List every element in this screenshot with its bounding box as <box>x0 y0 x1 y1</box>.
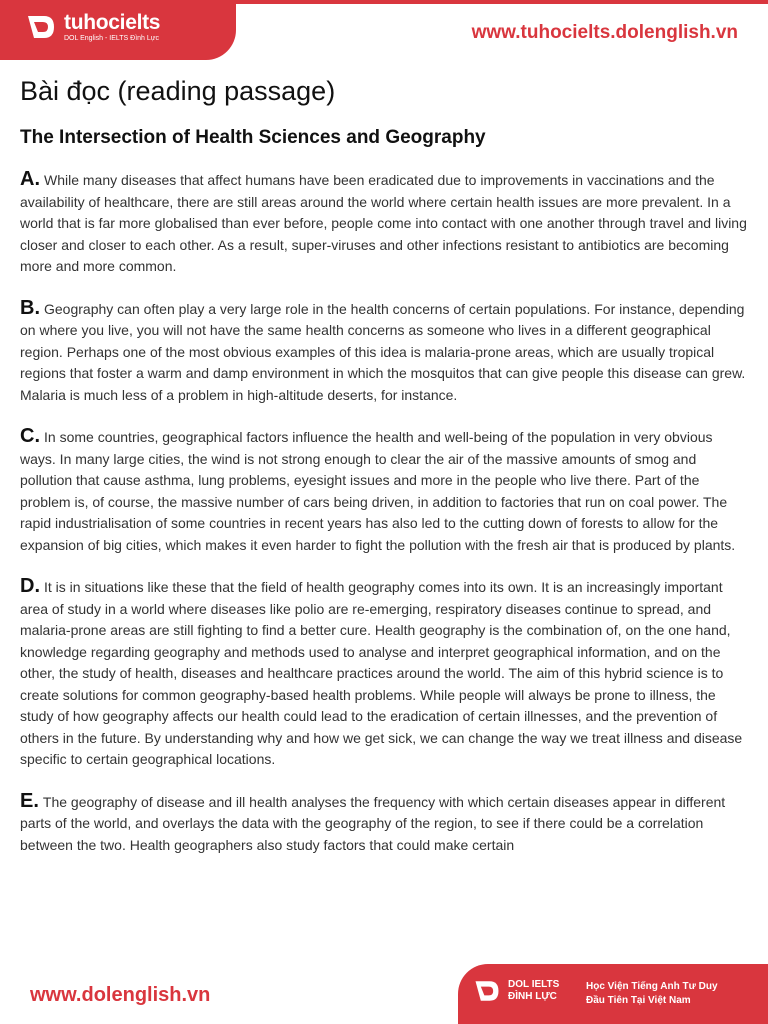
paragraph-letter: B. <box>20 296 40 319</box>
paragraph-letter: A. <box>20 168 40 190</box>
page-footer <box>0 964 768 1024</box>
footer-slogan-line2: Đầu Tiên Tại Việt Nam <box>586 995 691 1006</box>
paragraph-text: It is in situations like these that the field of health geography comes into its own. It is an increasingly important area of study in a world where diseases like polio are re-emerging, respiratory diseases continue to spread, and malaria-prone areas are still fighting to find a better cure. Health geography is the combination of, on the one hand, knowledge regarding geography and methods used to analyse and interpret geographical information, and on the other, the study of health, diseases and healthcare practices around the world. The aim of this hybrid science is to create solutions for common geography-based health problems. While people will always be prone to illness, the study of how geography affects our health could lead to the eradication of certain illnesses, and the prevention of others in the future. By understanding why and how we get sick, we can change the way we treat illness and disease specific to certain geographical locations. <box>20 579 743 767</box>
paragraph-text: In some countries, geographical factors influence the health and well-being of the population in very obvious ways. In many large cities, the wind is not strong enough to clear the air of the massive amounts of smog and pollution that cause asthma, lung problems, eyesight issues and more in the people who live there. Part of the problem is, of course, the massive number of cars being driven, in addition to factories that run on coal power. The rapid industrialisation of some countries in recent years has also led to the cutting down of forests to allow for the expansion of big cities, which makes it even harder to fight the pollution with the fresh air that is produced by plants. <box>20 429 736 553</box>
dol-ielts-logo[interactable] <box>472 976 559 1006</box>
paragraph-b <box>20 298 748 407</box>
logo-brand-name: tuhocielts <box>64 10 161 34</box>
footer-brand-line1: DOL IELTS <box>508 979 560 990</box>
tuhocielts-logo[interactable] <box>24 10 160 44</box>
section-title: Bài đọc (reading passage) <box>20 76 336 106</box>
dol-logo-icon <box>24 10 58 44</box>
logo-brand-sub: DOL English - IELTS Đình Lực <box>64 34 159 42</box>
page-header <box>0 0 768 68</box>
paragraph-c <box>20 426 748 556</box>
paragraph-letter: D. <box>20 575 40 597</box>
footer-brand-banner <box>458 964 768 1024</box>
paragraph-text: Geography can often play a very large role in the health concerns of certain populations. For instance, depending on where you live, you will not have the same health concerns as someone who lives in a different geographical region. Perhaps one of the most obvious examples of this idea is malaria-prone areas, which are usually tropical regions that foster a warm and damp environment in which the mosquitos that can give people this disease can grew. Malaria is much less of a problem in high-altitude deserts, for instance. <box>20 300 746 403</box>
paragraph-text: The geography of disease and ill health analyses the frequency with which certain diseases appear in different parts of the world, and overlays the data with the geography of the region, to see if there could be a correlation between the two. Health geographers also study factors that could make certain <box>20 793 726 853</box>
footer-slogan-line1: Học Viện Tiếng Anh Tư Duy <box>586 981 718 992</box>
paragraph-text: While many diseases that affect humans have been eradicated due to improvements in vaccinations and the availability of healthcare, there are still areas around the world where certain health issues are more prevalent. In a world that is far more globalised than ever before, people come into contact with one another through travel and living closer and closer to each other. As a result, super-viruses and other infections resistant to antibiotics are becoming more and more common. <box>20 172 747 274</box>
footer-slogan <box>586 980 718 1008</box>
dol-logo-icon <box>472 976 502 1006</box>
article-title: The Intersection of Health Sciences and Geography <box>20 127 486 148</box>
paragraph-letter: C. <box>20 425 40 447</box>
paragraph-d <box>20 576 748 771</box>
header-brand-banner <box>0 0 236 60</box>
paragraph-a <box>20 169 748 278</box>
paragraph-e <box>20 791 748 857</box>
paragraph-letter: E. <box>20 789 39 812</box>
header-site-url[interactable]: www.tuhocielts.dolenglish.vn <box>471 22 738 43</box>
footer-site-url[interactable]: www.dolenglish.vn <box>30 984 211 1006</box>
reading-content <box>20 72 748 876</box>
footer-brand-line2: ĐÌNH LỰC <box>508 991 557 1002</box>
